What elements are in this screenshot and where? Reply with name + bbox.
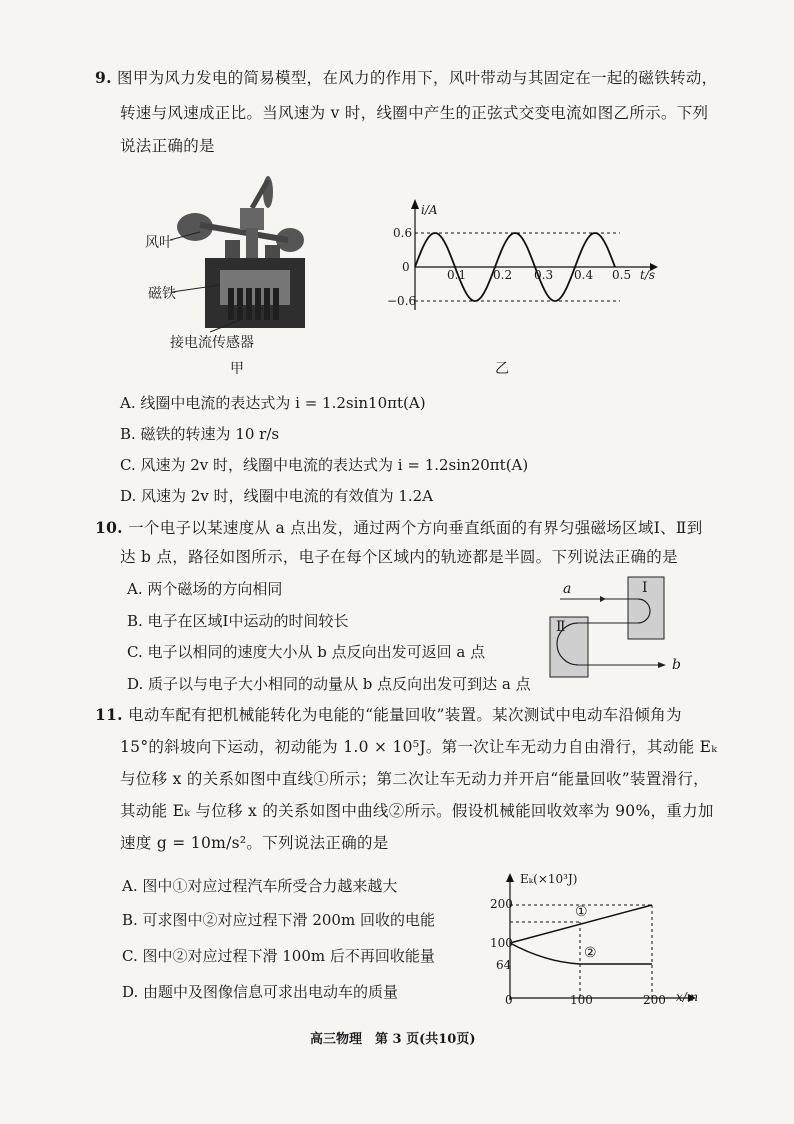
- q10-option-d[interactable]: D. 质子以与电子大小相同的动量从 b 点反向出发可到达 a 点: [127, 675, 531, 693]
- q9-option-a[interactable]: A. 线圈中电流的表达式为 i = 1.2sin10πt(A): [120, 394, 426, 412]
- curve-label-2: ②: [584, 945, 597, 961]
- sine-polyline: [415, 233, 615, 301]
- q9-stem-line-1: 9. 图甲为风力发电的简易模型，在风力的作用下，风叶带动与其固定在一起的磁铁转动，: [95, 68, 718, 87]
- energy-xtick-100: 100: [570, 993, 593, 1007]
- energy-xtick-0: 0: [505, 993, 513, 1007]
- q9-option-d[interactable]: D. 风速为 2v 时，线圈中电流的有效值为 1.2A: [120, 487, 434, 505]
- caption-yi: 乙: [495, 361, 509, 377]
- q9-option-c[interactable]: C. 风速为 2v 时，线圈中电流的表达式为 i = 1.2sin20πt(A): [120, 456, 529, 474]
- q11-option-a[interactable]: A. 图中①对应过程汽车所受合力越来越大: [122, 877, 398, 895]
- label-sensor: 接电流传感器: [170, 335, 254, 351]
- xtick-0-1: 0.1: [447, 268, 467, 282]
- q9-number: 9.: [95, 68, 112, 87]
- label-magnet: 磁铁: [148, 286, 176, 302]
- q10-option-c[interactable]: C. 电子以相同的速度大小从 b 点反向出发可返回 a 点: [127, 643, 486, 661]
- wind-generator-figure: [140, 170, 320, 355]
- point-a-label: a: [563, 581, 572, 597]
- q9-option-b[interactable]: B. 磁铁的转速为 10 r/s: [120, 425, 280, 443]
- region-1-label: Ⅰ: [642, 580, 648, 596]
- q11-stem-line-1: 11. 电动车配有把机械能转化为电能的“能量回收”装置。某次测试中电动车沿倾角为: [95, 705, 682, 724]
- energy-xlabel: x/m: [676, 990, 699, 1004]
- q10-stem-line-2: 达 b 点，路径如图所示，电子在每个区域内的轨迹都是半圆。下列说法正确的是: [120, 548, 678, 566]
- ytick-0: 0: [402, 260, 410, 274]
- q9-stem-line-3: 说法正确的是: [120, 137, 215, 155]
- q11-stem-line-5: 速度 g = 10m/s²。下列说法正确的是: [120, 834, 389, 852]
- q11-stem-line-4: 其动能 Eₖ 与位移 x 的关系如图中曲线②所示。假设机械能回收效率为 90%，重力加: [120, 802, 714, 820]
- q11-stem-line-2: 15°的斜坡向下运动，初动能为 1.0 × 10⁵J。第一次让车无动力自由滑行，其动能 Eₖ: [120, 738, 718, 756]
- q11-option-d[interactable]: D. 由题中及图像信息可求出电动车的质量: [122, 983, 399, 1001]
- q11-option-b[interactable]: B. 可求图中②对应过程下滑 200m 回收的电能: [122, 911, 435, 929]
- energy-ytick-100: 100: [490, 936, 513, 950]
- energy-ytick-64: 64: [496, 958, 512, 972]
- q10-option-a[interactable]: A. 两个磁场的方向相同: [127, 580, 283, 598]
- q10-number: 10.: [95, 518, 123, 537]
- curve-2: [510, 943, 652, 964]
- q11-number: 11.: [95, 705, 123, 724]
- graph-ylabel: i/A: [421, 203, 438, 217]
- point-b-label: b: [672, 657, 681, 673]
- xtick-0-2: 0.2: [493, 268, 513, 282]
- graph-xlabel: t/s: [640, 268, 656, 282]
- region-2-label: Ⅱ: [556, 619, 566, 635]
- xtick-0-4: 0.4: [574, 268, 594, 282]
- curve-label-1: ①: [575, 904, 588, 920]
- xtick-0-3: 0.3: [534, 268, 554, 282]
- q9-stem-line-2: 转速与风速成正比。当风速为 v 时，线圈中产生的正弦式交变电流如图乙所示。下列: [120, 104, 709, 122]
- energy-ytick-200: 200: [490, 897, 513, 911]
- ytick-neg-0-6: −0.6: [387, 294, 417, 308]
- q10-stem-line-1: 10. 一个电子以某速度从 a 点出发，通过两个方向垂直纸面的有界匀强磁场区域Ⅰ、Ⅱ到: [95, 518, 703, 537]
- energy-ylabel: Eₖ(×10³J): [520, 872, 578, 886]
- q11-stem-line-3: 与位移 x 的关系如图中直线①所示；第二次让车无动力并开启“能量回收”装置滑行，: [120, 770, 709, 788]
- ytick-0-6: 0.6: [393, 226, 413, 240]
- xtick-0-5: 0.5: [612, 268, 632, 282]
- page-footer: 高三物理 第 3 页(共10页): [310, 1032, 476, 1047]
- energy-xtick-200: 200: [643, 993, 666, 1007]
- label-blade: 风叶: [145, 235, 173, 251]
- caption-jia: 甲: [230, 361, 244, 377]
- q11-option-c[interactable]: C. 图中②对应过程下滑 100m 后不再回收能量: [122, 947, 435, 965]
- q10-option-b[interactable]: B. 电子在区域Ⅰ中运动的时间较长: [127, 612, 349, 630]
